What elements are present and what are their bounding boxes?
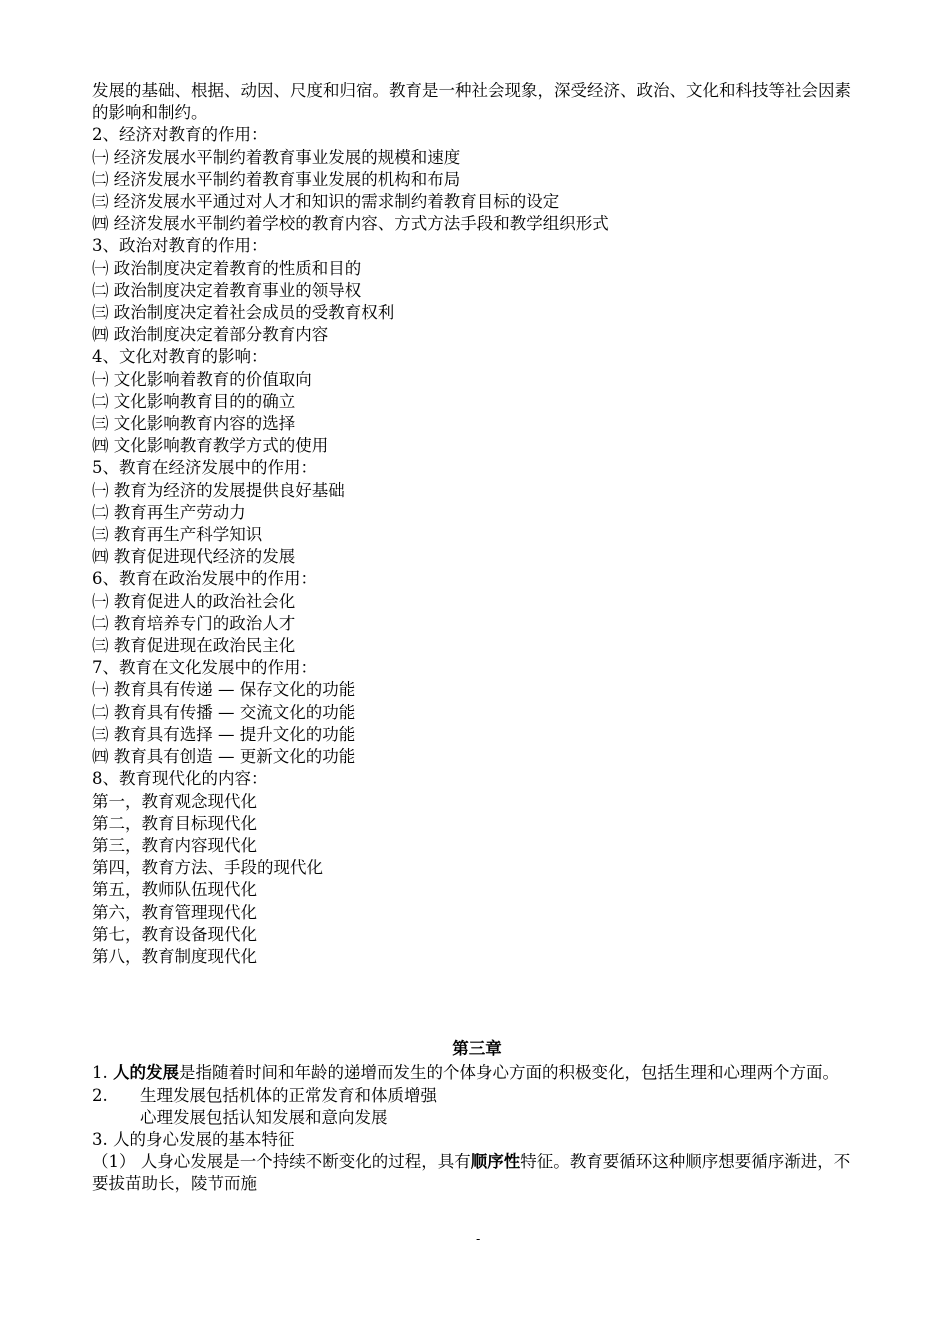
list-item: ㈡ 经济发展水平制约着教育事业发展的机构和布局 — [92, 169, 461, 189]
list-item: 第二，教育目标现代化 — [92, 813, 257, 833]
item-3-heading: 3. 人的身心发展的基本特征 — [92, 1129, 295, 1149]
list-item: ㈡ 文化影响教育目的的确立 — [92, 391, 296, 411]
list-item: ㈣ 政治制度决定着部分教育内容 — [92, 325, 329, 345]
list-item: ㈠ 教育具有传递 — 保存文化的功能 — [92, 680, 356, 700]
item-text: （1） 人身心发展是一个持续不断变化的过程，具有 — [92, 1152, 471, 1172]
list-item: 5、教育在经济发展中的作用： — [92, 458, 317, 478]
list-item: 4、文化对教育的影响： — [92, 347, 268, 367]
section-lines — [92, 80, 862, 968]
list-item: ㈣ 教育促进现代经济的发展 — [92, 547, 296, 567]
key-term: 顺序性 — [470, 1152, 521, 1172]
item-2-line-1 — [92, 1085, 862, 1107]
item-number: 2. — [92, 1085, 108, 1105]
list-item: 第三，教育内容现代化 — [92, 835, 257, 855]
list-item: ㈢ 教育促进现在政治民主化 — [92, 636, 296, 656]
key-term: 人的发展 — [113, 1063, 179, 1083]
list-item: ㈣ 文化影响教育教学方式的使用 — [92, 436, 329, 456]
list-item: ㈡ 教育培养专门的政治人才 — [92, 613, 296, 633]
list-item: 2、经济对教育的作用： — [92, 125, 268, 145]
item-number: 1. — [92, 1063, 113, 1083]
list-item: ㈡ 政治制度决定着教育事业的领导权 — [92, 280, 362, 300]
list-item: ㈡ 教育具有传播 — 交流文化的功能 — [92, 702, 356, 722]
list-item: 第七，教育设备现代化 — [92, 924, 257, 944]
document-page — [92, 80, 862, 1196]
list-item: ㈠ 政治制度决定着教育的性质和目的 — [92, 258, 362, 278]
list-item: ㈠ 经济发展水平制约着教育事业发展的规模和速度 — [92, 147, 461, 167]
list-item: ㈠ 教育为经济的发展提供良好基础 — [92, 480, 345, 500]
definition-text: 是指随着时间和年龄的递增而发生的个体身心方面的积极变化，包括生理和心理两个方面。 — [179, 1063, 839, 1083]
list-item: 7、教育在文化发展中的作用： — [92, 658, 317, 678]
list-item: ㈢ 文化影响教育内容的选择 — [92, 414, 296, 434]
list-item: 6、教育在政治发展中的作用： — [92, 569, 317, 589]
item-3-1-paragraph — [92, 1151, 862, 1195]
item-text: 生理发展包括机体的正常发育和体质增强 — [140, 1085, 437, 1105]
list-item: ㈠ 教育促进人的政治社会化 — [92, 591, 296, 611]
item-2-line-2: 心理发展包括认知发展和意向发展 — [140, 1107, 388, 1127]
page-footer-mark: - — [476, 1232, 481, 1246]
list-item: 第一，教育观念现代化 — [92, 791, 257, 811]
list-item: ㈣ 经济发展水平制约着学校的教育内容、方式方法手段和教学组织形式 — [92, 214, 609, 234]
list-item: ㈢ 经济发展水平通过对人才和知识的需求制约着教育目标的设定 — [92, 192, 560, 212]
list-item: ㈢ 教育具有选择 — 提升文化的功能 — [92, 724, 356, 744]
chapter-title: 第三章 — [452, 1039, 502, 1059]
list-item: ㈠ 文化影响着教育的价值取向 — [92, 369, 312, 389]
list-item: ㈢ 教育再生产科学知识 — [92, 525, 263, 545]
list-item: 第八，教育制度现代化 — [92, 946, 257, 966]
list-item: ㈡ 教育再生产劳动力 — [92, 502, 246, 522]
list-item: 第五，教师队伍现代化 — [92, 880, 257, 900]
list-item: 8、教育现代化的内容： — [92, 769, 268, 789]
list-item: 第四，教育方法、手段的现代化 — [92, 858, 323, 878]
list-item: ㈣ 教育具有创造 — 更新文化的功能 — [92, 747, 356, 767]
list-item: 3、政治对教育的作用： — [92, 236, 268, 256]
definition-paragraph — [92, 1062, 862, 1084]
intro-paragraph: 发展的基础、根据、动因、尺度和归宿。教育是一种社会现象，深受经济、政治、文化和科技等社会因素的影响和制约。 — [92, 81, 851, 123]
list-item: 第六，教育管理现代化 — [92, 902, 257, 922]
item-text: 特征。教育要循环这种顺序想要循序渐进，不要拔苗助长，陵节而施 — [92, 1152, 851, 1194]
list-item: ㈢ 政治制度决定着社会成员的受教育权利 — [92, 303, 395, 323]
